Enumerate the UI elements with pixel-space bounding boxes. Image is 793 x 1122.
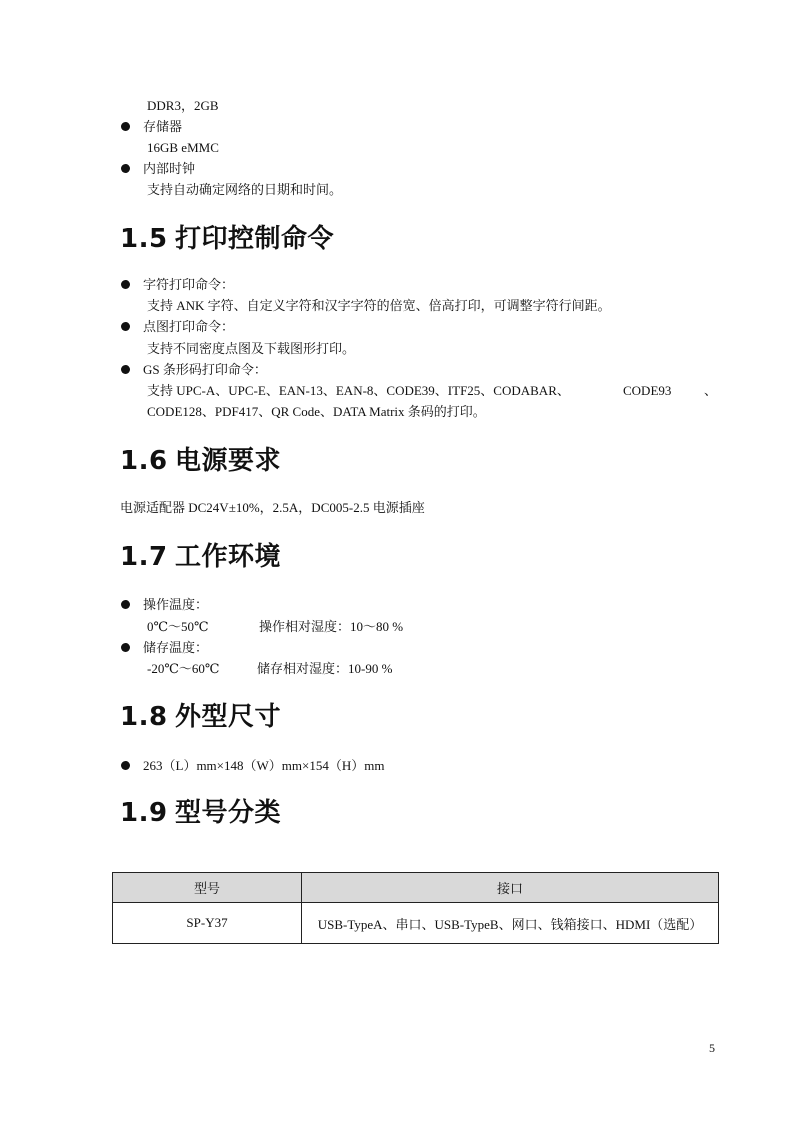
gs-print-text-line1: 支持 UPC-A、UPC-E、EAN-13、EAN-8、CODE39、ITF25、CODABAR、 — [147, 383, 570, 398]
storage-temp-value: -20℃～60℃ — [147, 661, 220, 676]
bullet-icon — [121, 280, 130, 289]
model-table — [112, 872, 719, 944]
page-number: 5 — [709, 1041, 715, 1055]
section-heading-environment — [120, 541, 281, 573]
table-header-interface: 接口 — [302, 873, 719, 903]
operating-humidity: 操作相对湿度：10～80 % — [259, 619, 404, 634]
clock-label: 内部时钟 — [143, 161, 196, 176]
storage-label: 存储器 — [143, 119, 183, 134]
gs-print-text-code93: CODE93 — [623, 383, 672, 398]
storage-humidity: 储存相对湿度：10-90 % — [257, 661, 393, 676]
bullet-icon — [121, 600, 130, 609]
table-header-row — [113, 873, 719, 903]
table-cell-model: SP-Y37 — [113, 903, 302, 944]
section-title: 电源要求 — [175, 446, 282, 476]
bullet-icon — [121, 122, 130, 131]
dimensions-text: 263（L）mm×148（W）mm×154（H）mm — [143, 758, 385, 773]
power-text: 电源适配器 DC24V±10%，2.5A，DC005-2.5 电源插座 — [120, 500, 425, 515]
gs-print-text-line2: CODE128、PDF417、QR Code、DATA Matrix 条码的打印。 — [147, 404, 486, 419]
section-number: 1.6 — [120, 446, 168, 476]
table-header-model: 型号 — [113, 873, 302, 903]
storage-temp-label: 储存温度： — [143, 640, 209, 655]
storage-value: 16GB eMMC — [147, 140, 219, 155]
section-number: 1.5 — [120, 224, 168, 254]
gs-print-text-comma: 、 — [704, 383, 718, 398]
clock-value: 支持自动确定网络的日期和时间。 — [147, 182, 343, 197]
section-heading-dimensions — [120, 701, 281, 733]
section-title: 工作环境 — [175, 542, 282, 572]
section-heading-models — [120, 797, 281, 829]
section-number: 1.9 — [120, 798, 168, 828]
bullet-icon — [121, 164, 130, 173]
char-print-text: 支持 ANK 字符、自定义字符和汉字字符的倍宽、倍高打印，可调整字符行间距。 — [147, 298, 611, 313]
gs-print-label: GS 条形码打印命令： — [143, 362, 267, 377]
section-heading-print-commands — [120, 223, 334, 255]
section-title: 打印控制命令 — [175, 224, 335, 254]
section-number: 1.7 — [120, 542, 168, 572]
dot-print-text: 支持不同密度点图及下载图形打印。 — [147, 341, 356, 356]
memory-value: DDR3，2GB — [147, 98, 219, 113]
bullet-icon — [121, 365, 130, 374]
section-title: 外型尺寸 — [175, 702, 282, 732]
bullet-icon — [121, 643, 130, 652]
section-number: 1.8 — [120, 702, 168, 732]
bullet-icon — [121, 322, 130, 331]
char-print-label: 字符打印命令： — [143, 277, 235, 292]
section-title: 型号分类 — [175, 798, 282, 828]
dot-print-label: 点图打印命令： — [143, 319, 235, 334]
table-row — [113, 903, 719, 944]
operating-temp-label: 操作温度： — [143, 597, 209, 612]
operating-temp-value: 0℃～50℃ — [147, 619, 209, 634]
table-cell-interface: USB-TypeA、串口、USB-TypeB、网口、钱箱接口、HDMI（选配） — [302, 903, 719, 944]
bullet-icon — [121, 761, 130, 770]
section-heading-power — [120, 445, 281, 477]
